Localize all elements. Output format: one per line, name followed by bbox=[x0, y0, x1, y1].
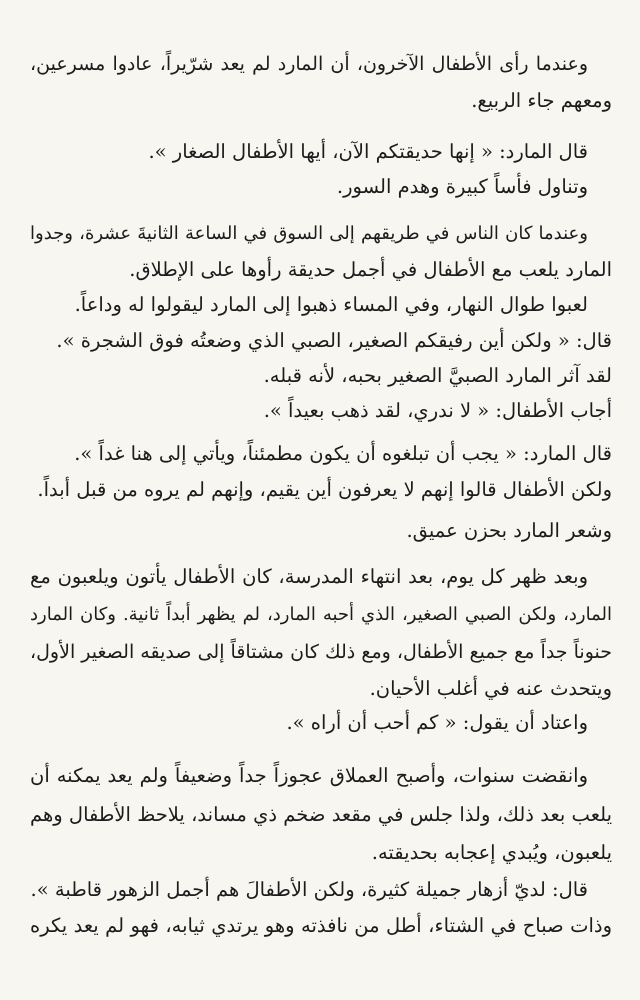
paragraph-line: وعندما رأى الأطفال الآخرون، أن المارد لم يعد شرّيراً، عادوا مسرعين، bbox=[30, 53, 588, 75]
paragraph-line: وذات صباح في الشتاء، أطل من نافذته وهو يرتدي ثيابه، فهو لم يعد يكره bbox=[30, 914, 612, 937]
paragraph-line: وشعر المارد بحزن عميق. bbox=[406, 519, 612, 542]
paragraph-line: لعبوا طوال النهار، وفي المساء ذهبوا إلى المارد ليقولوا له وداعاً. bbox=[74, 293, 588, 316]
paragraph-line: يلعبون، ويُبدي إعجابه بحديقته. bbox=[371, 841, 612, 864]
paragraph-line: ويتحدث عنه في أغلب الأحيان. bbox=[369, 677, 612, 700]
paragraph-line: وعندما كان الناس في طريقهم إلى السوق في الساعة الثانيةَ عشرة، وجدوا bbox=[30, 223, 588, 244]
paragraph-line: المارد يلعب مع الأطفال في أجمل حديقة رأوها على الإطلاق. bbox=[129, 258, 612, 281]
paragraph-line: قال المارد: « يجب أن تبلغوه أن يكون مطمئناً، ويأتي إلى هنا غداً ». bbox=[74, 442, 612, 465]
paragraph-line: لقد آثر المارد الصبيَّ الصغير بحبه، لأنه قبله. bbox=[263, 364, 612, 387]
paragraph-line: قال: لديّ أزهار جميلة كثيرة، ولكن الأطفالَ هم أجمل الزهور قاطبة ». bbox=[30, 878, 588, 901]
paragraph-line: قال المارد: « إنها حديقتكم الآن، أيها الأطفال الصغار ». bbox=[148, 140, 588, 163]
paragraph-line: ومعهم جاء الربيع. bbox=[471, 89, 612, 112]
paragraph-line: يلعب بعد ذلك، ولذا جلس في مقعد ضخم ذي مساند، يلاحظ الأطفال وهم bbox=[30, 803, 612, 826]
paragraph-line: وتناول فأساً كبيرة وهدم السور. bbox=[336, 175, 588, 198]
paragraph-line: حنوناً جداً مع جميع الأطفال، ومع ذلك كان مشتاقاً إلى صديقه الصغير الأول، bbox=[30, 641, 612, 663]
paragraph-line: أجاب الأطفال: « لا ندري، لقد ذهب بعيداً ». bbox=[263, 399, 612, 422]
paragraph-line: ولكن الأطفال قالوا إنهم لا يعرفون أين يقيم، وإنهم لم يروه من قبل أبداً. bbox=[37, 478, 612, 501]
paragraph-line: واعتاد أن يقول: « كم أحب أن أراه ». bbox=[286, 711, 588, 734]
paragraph-line: وبعد ظهر كل يوم، بعد انتهاء المدرسة، كان الأطفال يأتون ويلعبون مع bbox=[30, 565, 588, 588]
paragraph-line: وانقضت سنوات، وأصبح العملاق عجوزاً جداً وضعيفاً ولم يعد يمكنه أن bbox=[30, 764, 588, 787]
paragraph-line: قال: « ولكن أين رفيقكم الصغير، الصبي الذي وضعتُه فوق الشجرة ». bbox=[56, 329, 612, 352]
paragraph-line: المارد، ولكن الصبي الصغير، الذي أحبه المارد، لم يظهر أبداً ثانية. وكان المارد bbox=[30, 604, 612, 625]
